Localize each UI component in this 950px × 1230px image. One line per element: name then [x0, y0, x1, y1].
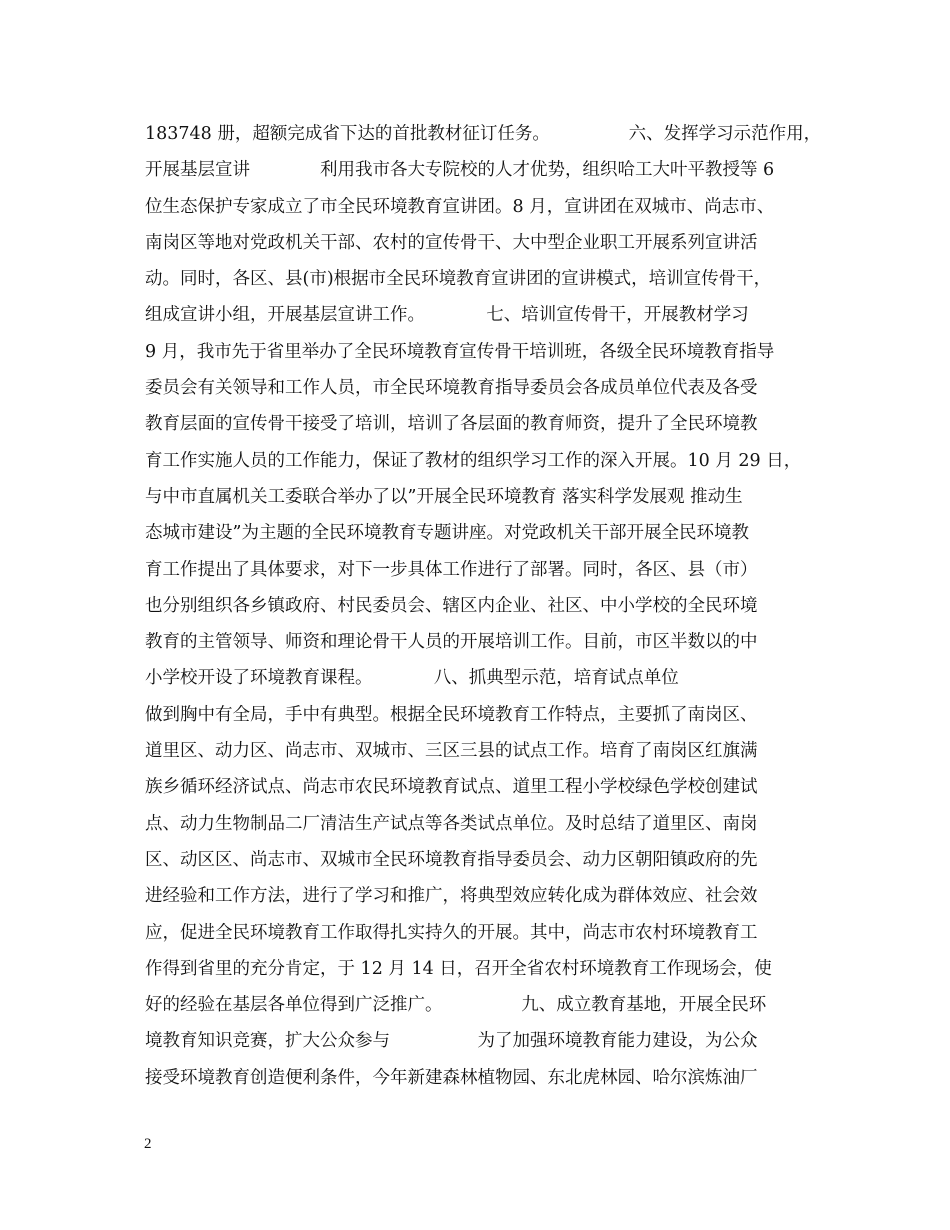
- text-line: 区、动区区、尚志市、双城市全民环境教育指导委员会、动力区朝阳镇政府的先: [145, 849, 758, 870]
- text-line: 也分别组织各乡镇政府、村民委员会、辖区内企业、社区、中小学校的全民环境: [145, 595, 758, 616]
- text-line: 与中市直属机关工委联合举办了以”开展全民环境教育 落实科学发展观 推动生: [145, 486, 743, 507]
- text-line: 道里区、动力区、尚志市、双城市、三区三县的试点工作。培育了南岗区红旗满: [145, 741, 758, 762]
- text-line: 小学校开设了环境教育课程。 八、抓典型示范，培育试点单位: [145, 668, 679, 689]
- text-line: 委员会有关领导和工作人员，市全民环境教育指导委员会各成员单位代表及各受: [145, 378, 758, 399]
- text-line: 好的经验在基层各单位得到广泛推广。 九、成立教育基地，开展全民环: [145, 995, 767, 1016]
- text-line: 族乡循环经济试点、尚志市农民环境教育试点、道里工程小学校绿色学校创建试: [145, 777, 758, 798]
- text-line: 9 月，我市先于省里举办了全民环境教育宣传骨干培训班，各级全民环境教育指导: [145, 341, 775, 362]
- text-line: 南岗区等地对党政机关干部、农村的宣传骨干、大中型企业职工开展系列宣讲活: [145, 232, 758, 253]
- text-line: 组成宣讲小组，开展基层宣讲工作。 七、培训宣传骨干，开展教材学习: [145, 305, 749, 326]
- text-line: 183748 册，超额完成省下达的首批教材征订任务。 六、发挥学习示范作用，: [145, 124, 822, 144]
- text-line: 做到胸中有全局，手中有典型。根据全民环境教育工作特点，主要抓了南岗区、: [145, 704, 758, 725]
- text-line: 开展基层宣讲 利用我市各大专院校的人才优势，组织哈工大叶平教授等 6: [145, 160, 775, 181]
- text-line: 教育层面的宣传骨干接受了培训，培训了各层面的教育师资，提升了全民环境教: [145, 414, 758, 435]
- text-line: 接受环境教育创造便利条件，今年新建森林植物园、东北虎林园、哈尔滨炼油厂: [145, 1067, 758, 1088]
- text-line: 点、动力生物制品二厂清洁生产试点等各类试点单位。及时总结了道里区、南岗: [145, 813, 758, 834]
- text-line: 教育的主管领导、师资和理论骨干人员的开展培训工作。目前，市区半数以的中: [145, 632, 758, 653]
- text-line: 态城市建设”为主题的全民环境教育专题讲座。对党政机关干部开展全民环境教: [145, 523, 749, 544]
- page-number: 2: [144, 1136, 152, 1152]
- text-line: 境教育知识竞赛，扩大公众参与 为了加强环境教育能力建设，为公众: [145, 1031, 758, 1052]
- text-line: 应，促进全民环境教育工作取得扎实持久的开展。其中，尚志市农村环境教育工: [145, 922, 758, 943]
- text-line: 进经验和工作方法，进行了学习和推广，将典型效应转化成为群体效应、社会效: [145, 886, 758, 907]
- text-line: 动。同时，各区、县(市)根据市全民环境教育宣讲团的宣讲模式，培训宣传骨干，: [145, 269, 772, 290]
- text-line: 位生态保护专家成立了市全民环境教育宣讲团。8 月，宣讲团在双城市、尚志市、: [145, 196, 775, 217]
- text-line: 作得到省里的充分肯定，于 12 月 14 日，召开全省农村环境教育工作现场会，使: [145, 958, 772, 979]
- text-line: 育工作提出了具体要求，对下一步具体工作进行了部署。同时，各区、县（市）: [145, 559, 758, 580]
- text-line: 育工作实施人员的工作能力，保证了教材的组织学习工作的深入开展。10 月 29 日，: [145, 450, 802, 471]
- body-text: [145, 116, 835, 1096]
